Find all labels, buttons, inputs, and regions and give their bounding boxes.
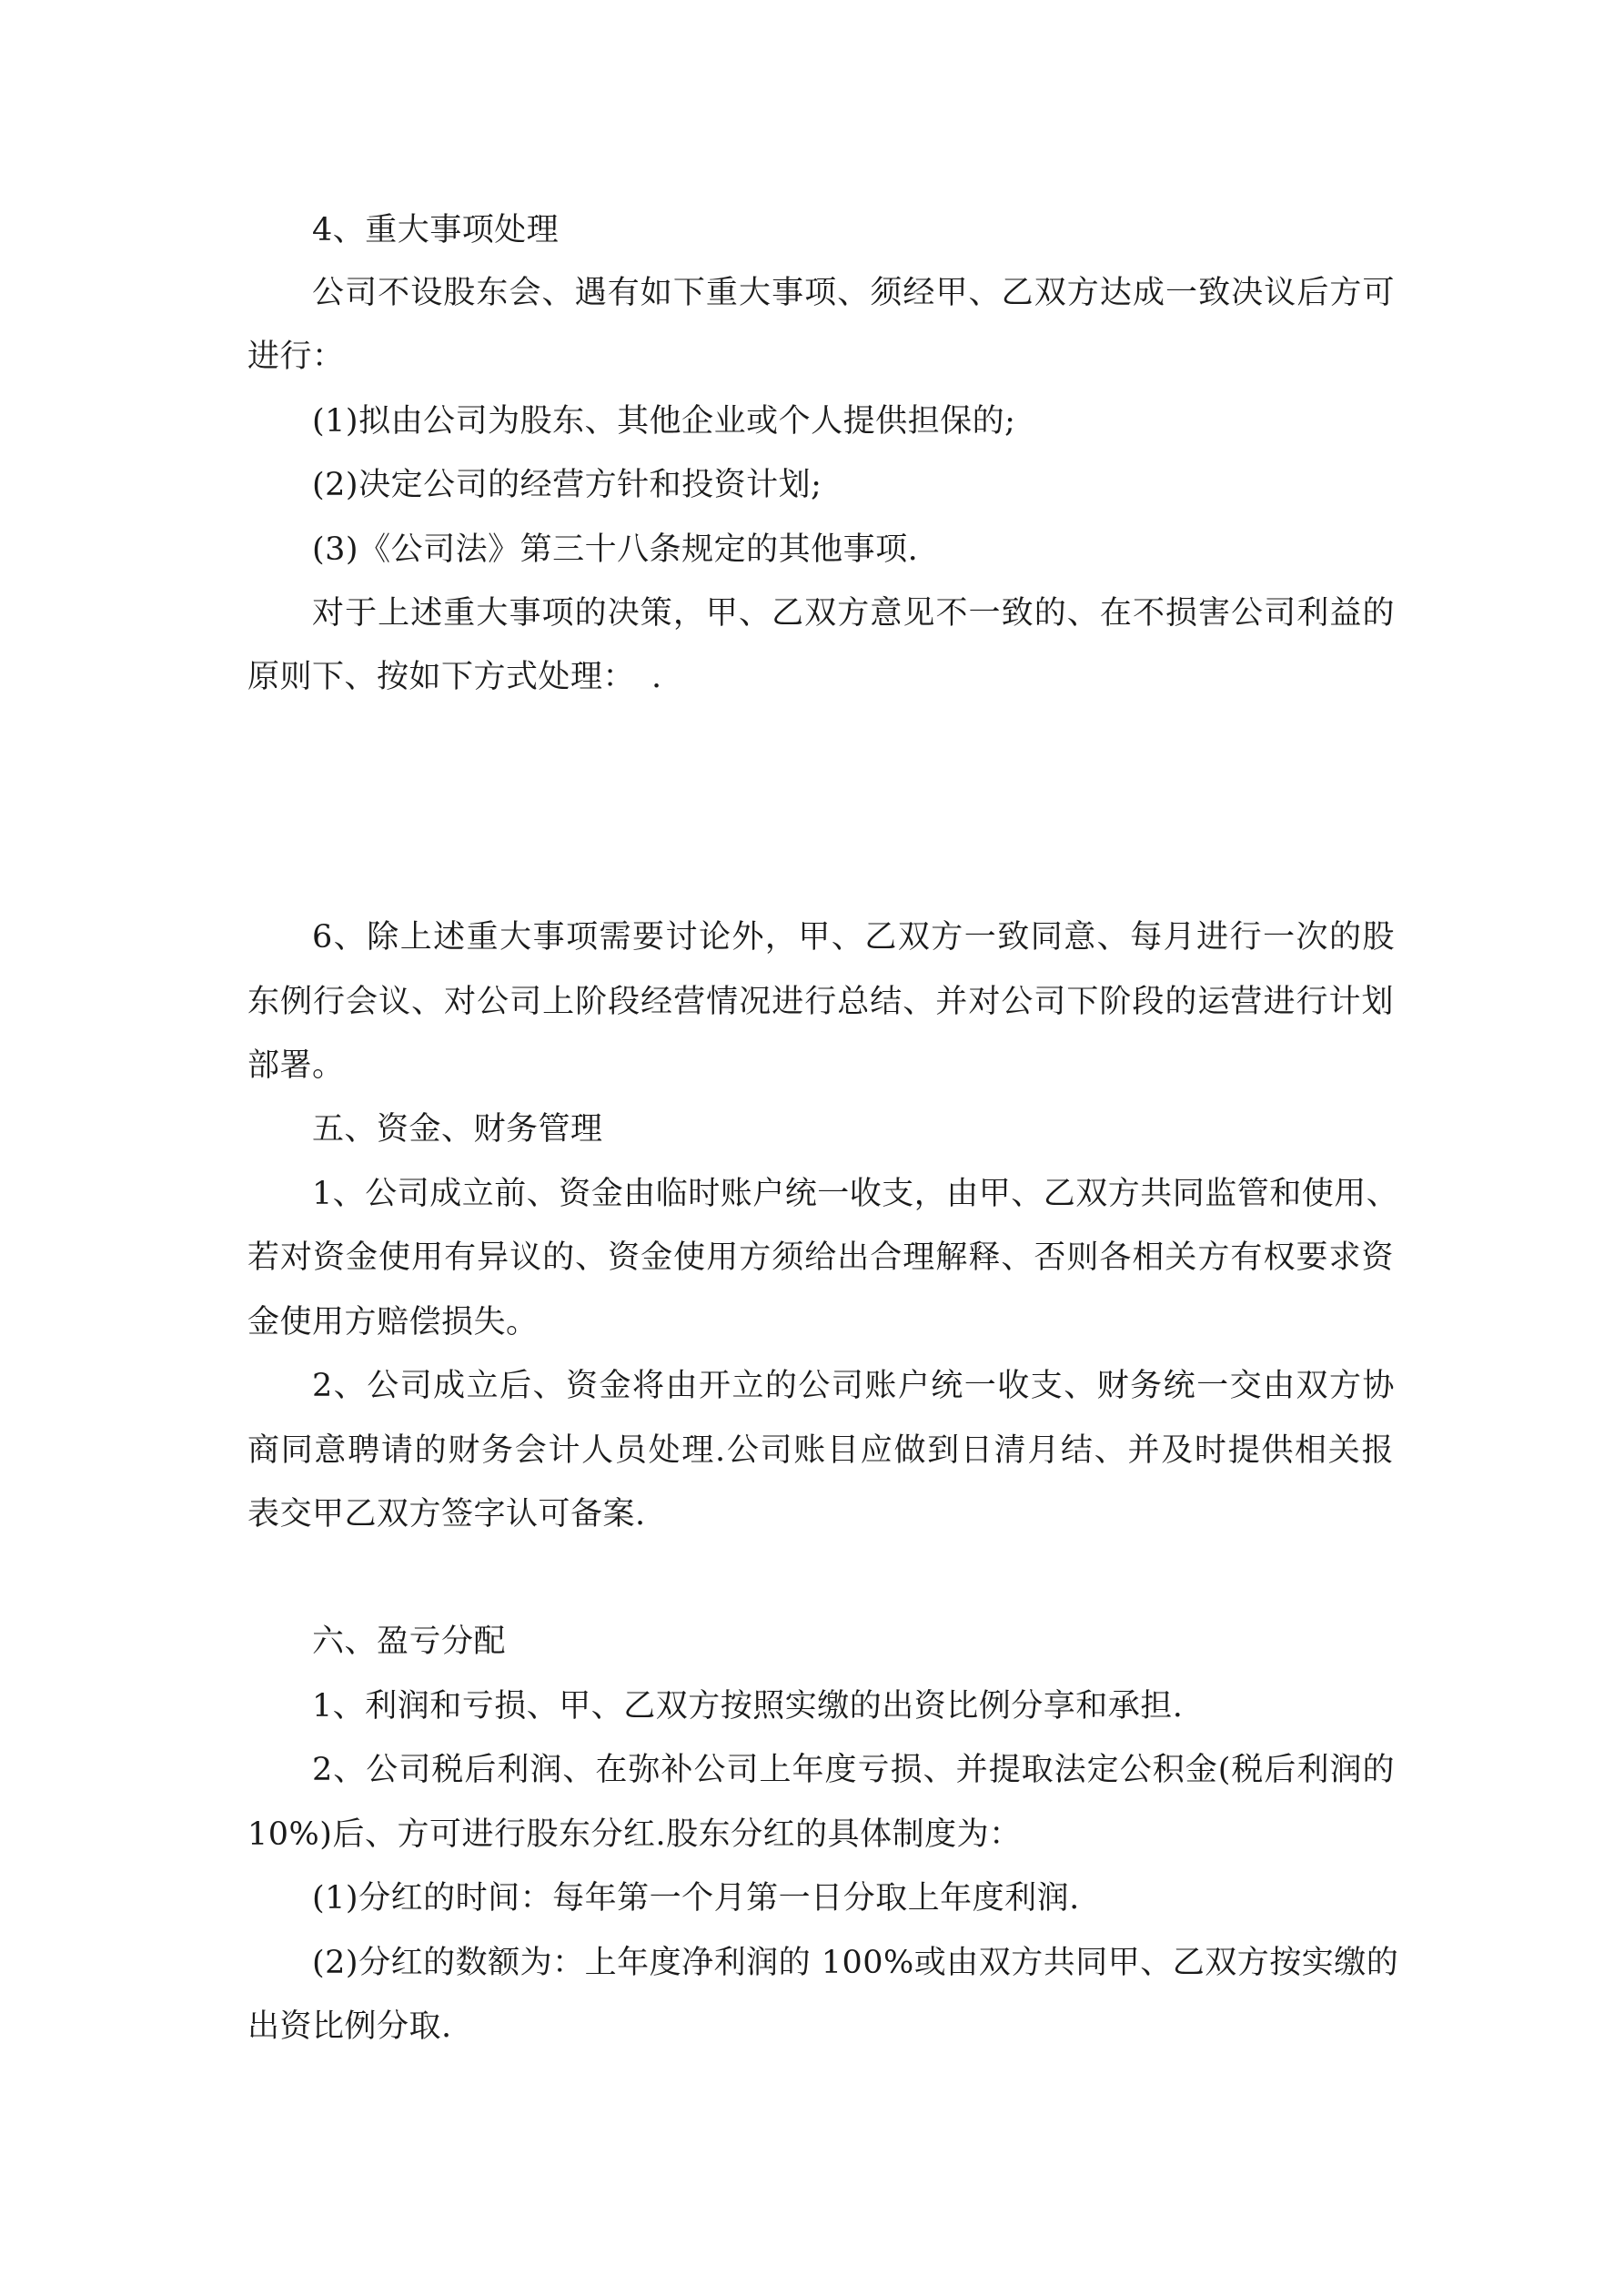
paragraph-line: 部署。 — [247, 1047, 345, 1084]
paragraph-line: 对于上述重大事项的决策，甲、乙双方意见不一致的、在不损害公司利益的 — [312, 595, 1395, 632]
paragraph-line: 公司不设股东会、遇有如下重大事项、须经甲、乙双方达成一致决议后方可 — [312, 275, 1395, 311]
paragraph-line: 东例行会议、对公司上阶段经营情况进行总结、并对公司下阶段的运营进行计划 — [247, 984, 1394, 1020]
paragraph-line: 进行： — [247, 339, 345, 375]
paragraph-line: 若对资金使用有异议的、资金使用方须给出合理解释、否则各相关方有权要求资 — [247, 1239, 1394, 1276]
section-heading: 4、重大事项处理 — [312, 212, 560, 248]
chapter-heading: 五、资金、财务管理 — [312, 1111, 603, 1148]
paragraph-line: 表交甲乙双方签字认可备案. — [247, 1496, 646, 1532]
list-item: (3)《公司法》第三十八条规定的其他事项. — [312, 531, 919, 568]
paragraph-line: 金使用方赔偿损失。 — [247, 1304, 539, 1340]
list-item: (2)决定公司的经营方针和投资计划; — [312, 467, 822, 503]
list-item: (2)分红的数额为：上年度净利润的 100%或由双方共同甲、乙双方按实缴的 — [312, 1945, 1399, 1981]
paragraph-line: 10%)后、方可进行股东分红.股东分红的具体制度为： — [247, 1816, 1022, 1853]
paragraph-line: 1、利润和亏损、甲、乙双方按照实缴的出资比例分享和承担. — [312, 1688, 1184, 1725]
paragraph-line: 1、公司成立前、资金由临时账户统一收支，由甲、乙双方共同监管和使用、 — [312, 1176, 1399, 1212]
paragraph-line: 2、公司税后利润、在弥补公司上年度亏损、并提取法定公积金(税后利润的 — [312, 1752, 1395, 1788]
paragraph-line: 原则下、按如下方式处理： . — [247, 659, 662, 695]
paragraph-line: 商同意聘请的财务会计人员处理.公司账目应做到日清月结、并及时提供相关报 — [247, 1432, 1394, 1469]
list-item: (1)分红的时间：每年第一个月第一日分取上年度利润. — [312, 1880, 1080, 1917]
paragraph-line: 2、公司成立后、资金将由开立的公司账户统一收支、财务统一交由双方协 — [312, 1368, 1395, 1404]
list-item: (1)拟由公司为股东、其他企业或个人提供担保的; — [312, 403, 1016, 440]
paragraph-line: 6、除上述重大事项需要讨论外，甲、乙双方一致同意、每月进行一次的股 — [312, 919, 1395, 956]
chapter-heading: 六、盈亏分配 — [312, 1623, 507, 1660]
paragraph-line: 出资比例分取. — [247, 2008, 452, 2045]
